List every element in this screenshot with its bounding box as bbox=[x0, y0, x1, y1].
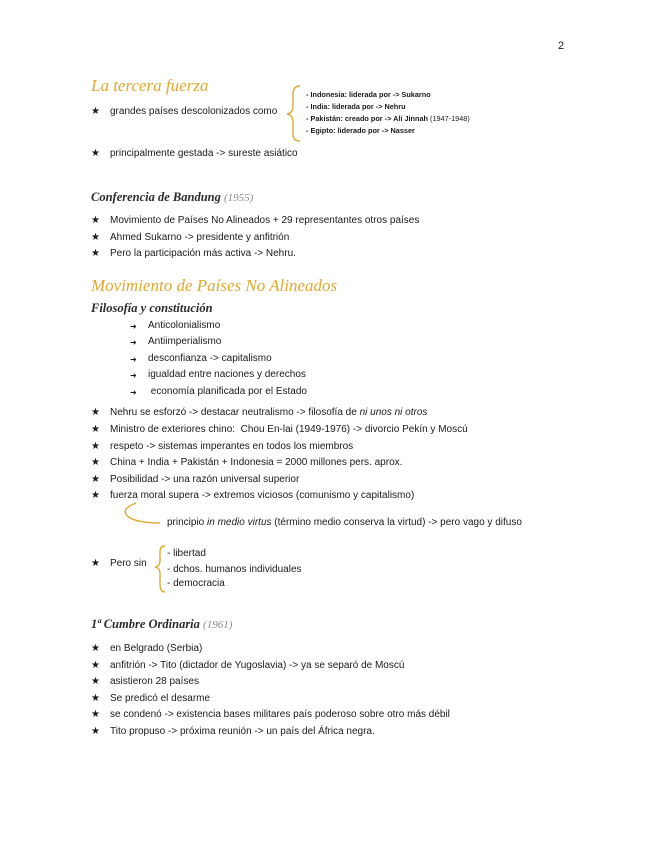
principio-text: principio in medio virtus (término medio conserva la virtud) -> pero vago y difuso bbox=[167, 517, 522, 528]
star-bullet-icon: ★ bbox=[91, 248, 100, 259]
page-number: 2 bbox=[558, 40, 565, 52]
star-bullet-icon: ★ bbox=[91, 676, 100, 687]
bullet-text: Ahmed Sukarno -> presidente y anfitrión bbox=[110, 232, 290, 243]
star-bullet-icon: ★ bbox=[91, 215, 100, 226]
star-bullet-icon: ★ bbox=[91, 490, 100, 501]
star-bullet-icon: ★ bbox=[91, 660, 100, 671]
star-bullet-icon: ★ bbox=[91, 558, 100, 569]
list-item: - Pakistán: creado por -> Alí Jinnah (1947-1948) bbox=[306, 114, 470, 123]
star-bullet-icon: ★ bbox=[91, 148, 100, 159]
subsection-title-filosofia: Filosofía y constitución bbox=[91, 301, 213, 315]
arrow-bullet-icon: ➜ bbox=[130, 388, 137, 397]
section-title-mpna: Movimiento de Países No Alineados bbox=[91, 276, 338, 295]
star-bullet-icon: ★ bbox=[91, 643, 100, 654]
bullet-text: Se predicó el desarme bbox=[110, 693, 211, 704]
bullet-text: asistieron 28 países bbox=[110, 676, 199, 687]
list-item: - libertad bbox=[167, 548, 206, 559]
bullet-text: Posibilidad -> una razón universal superior bbox=[110, 474, 300, 485]
bullet-text: Ministro de exteriores chino: Chou En-lai (1949-1976) -> divorcio Pekín y Moscú bbox=[110, 424, 468, 435]
list-item: - dchos. humanos individuales bbox=[167, 564, 302, 575]
list-item: - India: liderada por -> Nehru bbox=[306, 102, 406, 111]
star-bullet-icon: ★ bbox=[91, 407, 100, 418]
arrow-bullet-icon: ➜ bbox=[130, 355, 137, 364]
star-bullet-icon: ★ bbox=[91, 474, 100, 485]
star-bullet-icon: ★ bbox=[91, 424, 100, 435]
arrow-item: Antiimperialismo bbox=[148, 336, 222, 347]
bullet-text: grandes países descolonizados como bbox=[110, 106, 278, 117]
bullet-text: China + India + Pakistán + Indonesia = 2000 millones pers. aprox. bbox=[110, 457, 403, 468]
bullet-text: se condenó -> existencia bases militares país poderoso sobre otro más débil bbox=[110, 709, 450, 720]
star-bullet-icon: ★ bbox=[91, 232, 100, 243]
bullet-text: Tito propuso -> próxima reunión -> un país del África negra. bbox=[110, 726, 375, 737]
star-bullet-icon: ★ bbox=[91, 106, 100, 117]
bullet-text: anfitrión -> Tito (dictador de Yugoslavia) -> ya se separó de Moscú bbox=[110, 660, 405, 671]
list-item: - Indonesia: liderada por -> Sukarno bbox=[306, 90, 431, 99]
arrow-item: Anticolonialismo bbox=[148, 320, 221, 331]
curved-arrow-icon bbox=[125, 503, 160, 523]
brace-left-icon bbox=[287, 86, 300, 141]
arrow-bullet-icon: ➜ bbox=[130, 371, 137, 380]
bullet-text: en Belgrado (Serbia) bbox=[110, 643, 203, 654]
bullet-text: Movimiento de Países No Alineados + 29 representantes otros países bbox=[110, 215, 420, 226]
bullet-text: principalmente gestada -> sureste asiático bbox=[110, 148, 298, 159]
star-bullet-icon: ★ bbox=[91, 457, 100, 468]
arrow-item: igualdad entre naciones y derechos bbox=[148, 369, 306, 380]
star-bullet-icon: ★ bbox=[91, 693, 100, 704]
bullet-text: Pero la participación más activa -> Nehru. bbox=[110, 248, 296, 259]
star-bullet-icon: ★ bbox=[91, 709, 100, 720]
section-title-cumbre: 1ª Cumbre Ordinaria (1961) bbox=[91, 617, 233, 631]
star-bullet-icon: ★ bbox=[91, 726, 100, 737]
section-title-tercera-fuerza: La tercera fuerza bbox=[91, 76, 209, 95]
list-item: - Egipto: liderado por -> Nasser bbox=[306, 126, 415, 135]
bullet-text: respeto -> sistemas imperantes en todos los miembros bbox=[110, 441, 354, 452]
arrow-item: desconfianza -> capitalismo bbox=[148, 353, 272, 364]
bullet-text: Pero sin bbox=[110, 558, 147, 569]
section-title-bandung: Conferencia de Bandung (1955) bbox=[91, 190, 254, 204]
brace-left-icon bbox=[155, 546, 165, 592]
star-bullet-icon: ★ bbox=[91, 441, 100, 452]
arrow-bullet-icon: ➜ bbox=[130, 338, 137, 347]
arrow-bullet-icon: ➜ bbox=[130, 322, 137, 331]
list-item: - democracia bbox=[167, 578, 225, 589]
bullet-text: Nehru se esforzó -> destacar neutralismo -> filosofía de ni unos ni otros bbox=[110, 407, 428, 418]
bullet-text: fuerza moral supera -> extremos viciosos (comunismo y capitalismo) bbox=[110, 490, 415, 501]
arrow-item: economía planificada por el Estado bbox=[148, 386, 307, 397]
